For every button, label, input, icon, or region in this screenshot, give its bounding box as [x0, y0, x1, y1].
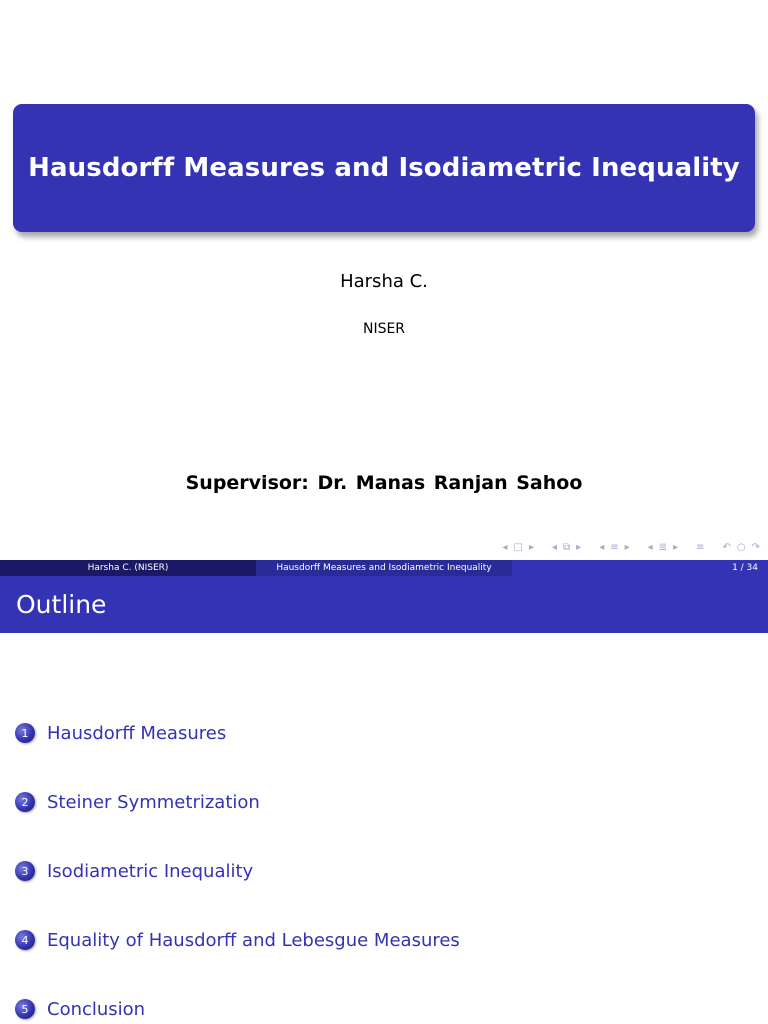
nav-next-section-icon[interactable]: ▸: [624, 542, 630, 553]
frame-title: Outline: [16, 590, 107, 619]
footline-title: [256, 560, 512, 576]
subsection-icon[interactable]: ⧉: [563, 542, 571, 553]
table-of-contents: [0, 633, 768, 1024]
title-block: [13, 104, 755, 232]
search-icon[interactable]: ○: [736, 542, 746, 553]
navigation-bar: [502, 541, 760, 555]
presentation-icon[interactable]: ≣: [658, 542, 668, 553]
toc-number-ball: 2: [15, 792, 35, 812]
frame-icon[interactable]: □: [513, 542, 523, 553]
toc-item[interactable]: [15, 790, 260, 814]
toc-number-ball: 1: [15, 723, 35, 743]
presentation-title: Hausdorff Measures and Isodiametric Inequality: [28, 153, 740, 183]
nav-prev-presentation-icon[interactable]: ◂: [647, 542, 653, 553]
nav-prev-frame-icon[interactable]: ◂: [502, 542, 508, 553]
footline: [0, 560, 768, 576]
footline-author-text: Harsha C. (NISER): [87, 563, 169, 573]
toc-label[interactable]: Steiner Symmetrization: [47, 791, 260, 813]
toc-item[interactable]: [15, 997, 145, 1021]
align-icon[interactable]: ≡: [696, 542, 705, 553]
footline-page: [512, 560, 768, 576]
toc-number-ball: 4: [15, 930, 35, 950]
toc-label[interactable]: Equality of Hausdorff and Lebesgue Measures: [47, 929, 460, 951]
supervisor-line: Supervisor: Dr. Manas Ranjan Sahoo: [185, 472, 583, 494]
toc-label[interactable]: Conclusion: [47, 998, 146, 1020]
toc-number-ball: 5: [15, 999, 35, 1019]
footline-title-text: Hausdorff Measures and Isodiametric Inequality: [276, 563, 492, 573]
toc-number-ball: 3: [15, 861, 35, 881]
page-number: 1 / 34: [732, 563, 758, 573]
institute-name: NISER: [362, 321, 406, 337]
section-icon[interactable]: ≡: [610, 542, 619, 553]
footline-author: [0, 560, 256, 576]
nav-next-subsection-icon[interactable]: ▸: [576, 542, 582, 553]
nav-next-frame-icon[interactable]: ▸: [528, 542, 534, 553]
forward-icon[interactable]: ↷: [751, 542, 760, 553]
toc-item[interactable]: [15, 721, 226, 745]
nav-next-presentation-icon[interactable]: ▸: [673, 542, 679, 553]
toc-label[interactable]: Isodiametric Inequality: [47, 860, 254, 882]
toc-item[interactable]: [15, 859, 253, 883]
frame-title-bar: [0, 576, 768, 633]
nav-prev-subsection-icon[interactable]: ◂: [551, 542, 558, 553]
back-icon[interactable]: ↶: [722, 542, 731, 553]
toc-item[interactable]: [15, 928, 460, 952]
author-name: Harsha C.: [340, 271, 428, 292]
nav-prev-section-icon[interactable]: ◂: [599, 542, 605, 553]
toc-label[interactable]: Hausdorff Measures: [47, 722, 227, 744]
